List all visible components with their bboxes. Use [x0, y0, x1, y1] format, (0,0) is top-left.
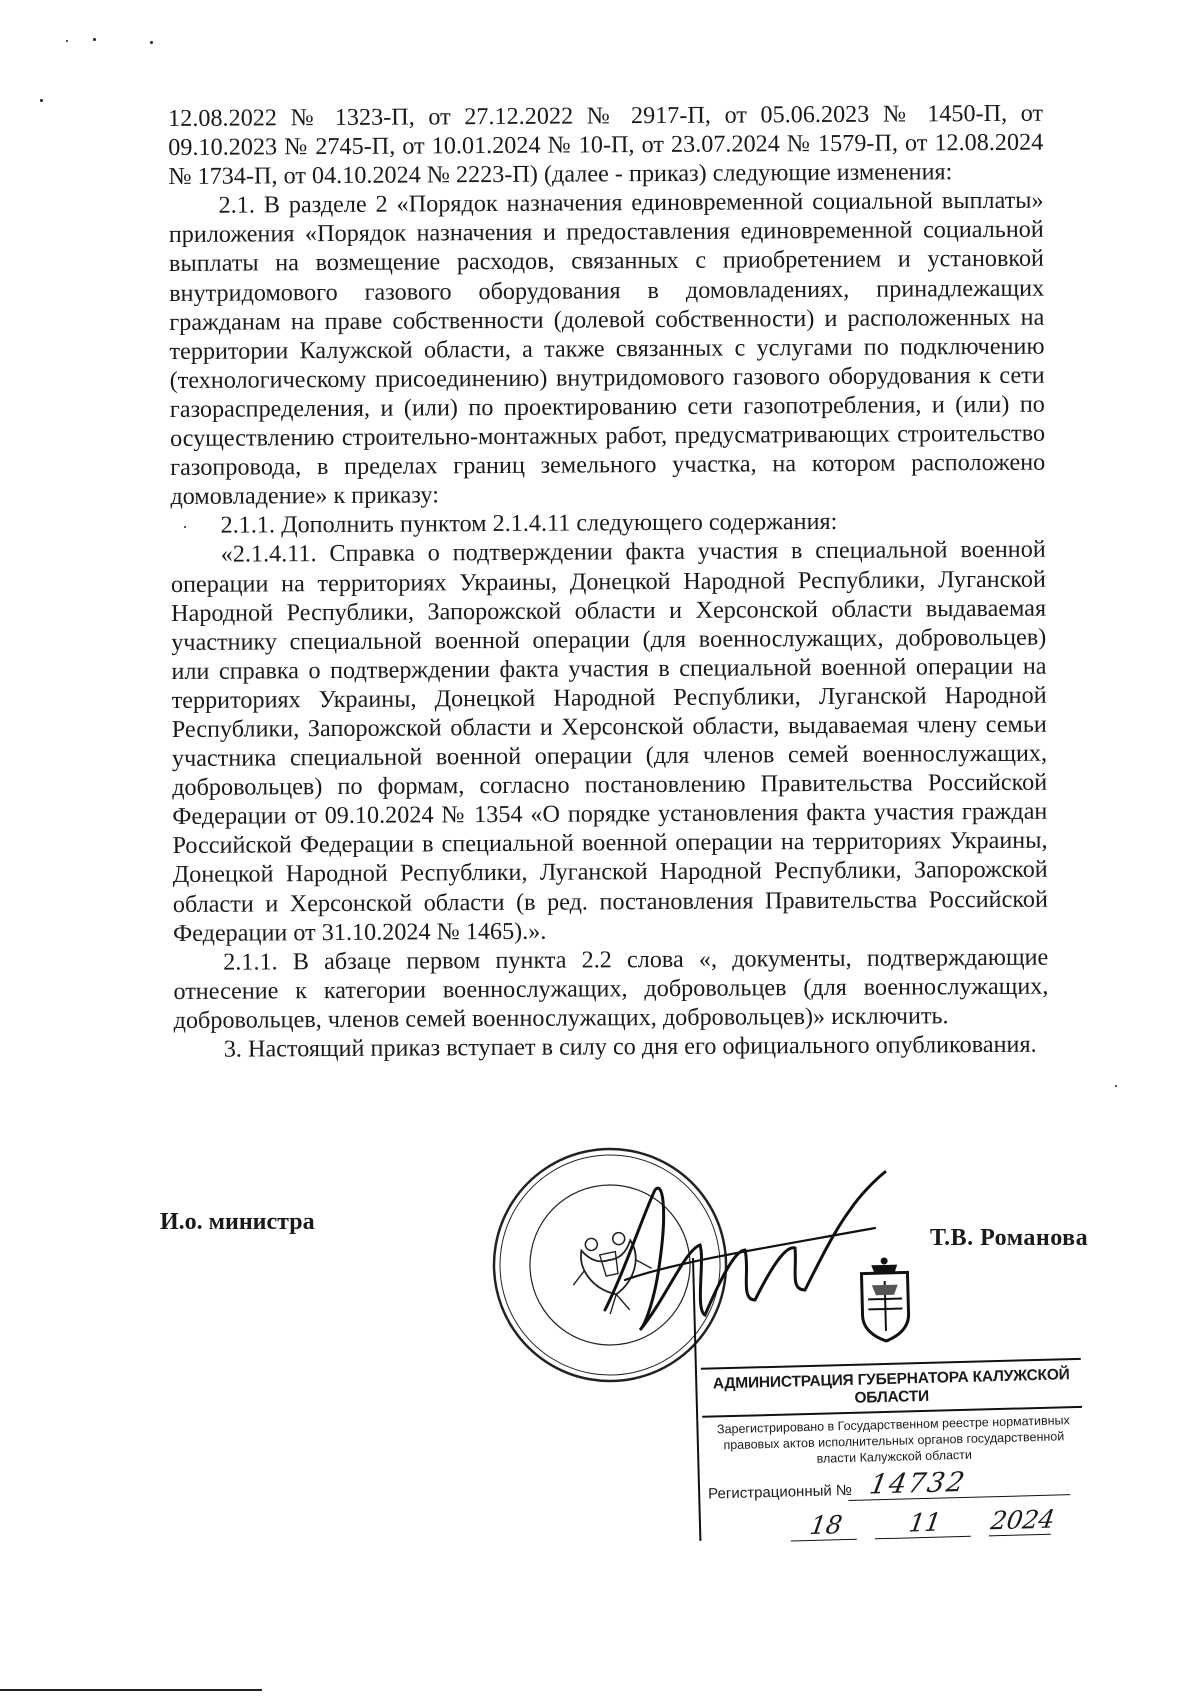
order-paragraph-3: 3. Настоящий приказ вступает в силу со дня его официального опубликования.	[223, 1030, 1037, 1063]
registration-date-month: 11	[875, 1507, 975, 1540]
order-paragraph-2-1-1: 2.1.1. Дополнить пунктом 2.1.4.11 следующего содержания:	[220, 508, 838, 539]
order-paragraph-2-1-4-11: «2.1.4.11. Справка о подтверждении факта участия в специальной военной операции на территориях Украины, Донецкой Народной Республики, Луганской Народной Республики, Запорожской области и Херсонской области выдаваемая участнику специальной военной операции (для военнослужащих, добровольцев) или справка о подтверждении факта участия в специальной военной операции на территориях Украины, Донецкой Народной Республики, Луганской Народной Республики, Запорожской области и Херсонской области, выдаваемая члену семьи участника специальной военной операции (для членов семей военнослужащих, добровольцев) по формам, согласно постановлению Правительства Российской Федерации от 09.10.2024 № 1354 «О порядке установления факта участия граждан Российской Федерации в специальной военной операции на территориях Украины, Донецкой Народной Республики, Луганской Народной Республики, Запорожской области и Херсонской области (в ред. постановления Правительства Российской Федерации от 31.10.2024 № 1465).».	[170, 536, 1048, 947]
registration-note: Зарегистрировано в Государственном реестре нормативных правовых актов исполнительных органов государственной власти Калужской области	[716, 1413, 1070, 1466]
scan-speck	[40, 99, 43, 102]
registration-date-year: 2024	[988, 1504, 1057, 1536]
signatory-title: И.о. министра	[160, 1209, 315, 1235]
order-paragraph-2-1: 2.1. В разделе 2 «Порядок назначения единовременной социальной выплаты» приложения «Порядок назначения и предоставления единовременной социальной выплаты на возмещение расходов, связанных с приобретением и установкой внутридомового газового оборудования в домовладениях, принадлежащих гражданам на праве собственности (долевой собственности) и расположенных на территории Калужской области, а также связанных с услугами по подключению (технологическому присоединению) внутридомового газового оборудования к сети газораспределения, и (или) по проектированию сети газопотребления, и (или) по осуществлению строительно-монтажных работ, предусматривающих строительство газопровода, в пределах границ земельного участка, на котором расположено домовладение» к приказу:	[168, 186, 1046, 511]
scan-speck	[150, 41, 153, 44]
scan-speck	[66, 40, 68, 42]
page-bottom-rule	[0, 1689, 262, 1691]
order-body-text	[168, 99, 1049, 1064]
signatory-name: Т.В. Романова	[930, 1225, 1089, 1251]
order-paragraph-intro: 12.08.2022 № 1323-П, от 27.12.2022 № 2917-П, от 05.06.2023 № 1450-П, от 09.10.2023 № 2745-П, от 10.01.2024 № 10-П, от 23.07.2024 № 1579-П, от 12.08.2024 № 1734-П, от 04.10.2024 № 2223-П) (далее - приказ) следующие изменения:	[168, 99, 1044, 191]
registration-date	[791, 1505, 1055, 1542]
registration-org-name: АДМИНИСТРАЦИЯ ГУБЕРНАТОРА КАЛУЖСКОЙ ОБЛАСТИ	[701, 1358, 1082, 1418]
coat-of-arms-icon	[849, 1254, 921, 1344]
registration-stamp	[692, 1248, 1089, 1541]
scan-speck	[1115, 1085, 1117, 1087]
registration-number-label: Регистрационный №	[707, 1481, 853, 1503]
scan-speck	[93, 38, 96, 41]
registration-number: 14732	[867, 1466, 969, 1501]
order-paragraph-2-1-1-second: 2.1.1. В абзаце первом пункта 2.2 слова «, документы, подтверждающие отнесение к категории военнослужащих, добровольцев (для военнослужащих, добровольцев, членов семей военнослужащих, добровольцев)» исключить.	[173, 943, 1049, 1034]
registration-date-day: 18	[791, 1510, 861, 1542]
